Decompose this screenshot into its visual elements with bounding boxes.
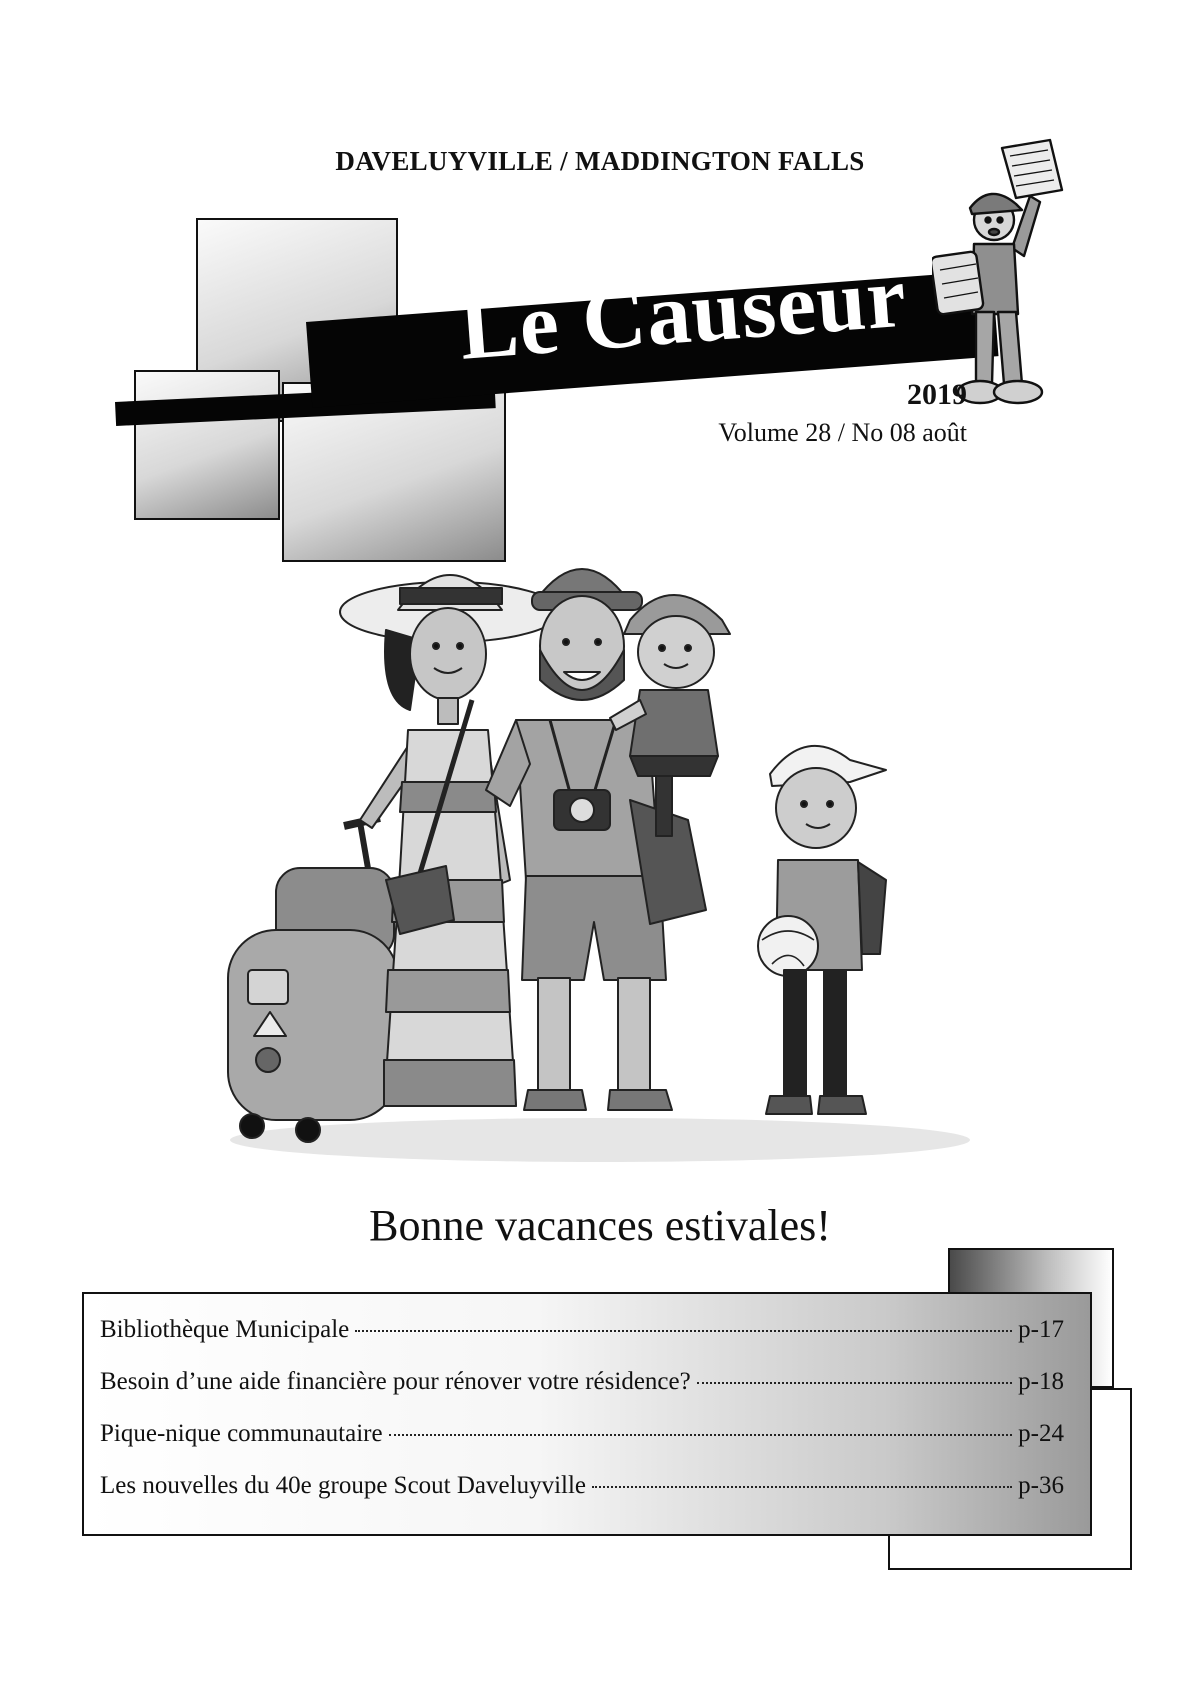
toc-leader bbox=[697, 1382, 1012, 1384]
newsletter-title: Le Causeur bbox=[456, 248, 910, 379]
toc-item-label: Pique-nique communautaire bbox=[100, 1420, 383, 1447]
table-of-contents bbox=[82, 1292, 1092, 1536]
greeting-text: Bonne vacances estivales! bbox=[369, 1201, 831, 1250]
toc-item-page: p-17 bbox=[1018, 1316, 1064, 1343]
toc-leader bbox=[389, 1434, 1013, 1436]
toc-list bbox=[84, 1294, 1090, 1524]
towns-heading: DAVELUYVILLE / MADDINGTON FALLS bbox=[335, 146, 865, 176]
toc-item-label: Bibliothèque Municipale bbox=[100, 1316, 350, 1343]
toc-item[interactable] bbox=[100, 1368, 1064, 1420]
toc-item[interactable] bbox=[100, 1420, 1064, 1472]
toc-item-page: p-36 bbox=[1018, 1472, 1064, 1499]
suitcase-icon bbox=[228, 818, 398, 1142]
issue-volume: Volume 28 / No 08 août bbox=[718, 418, 967, 447]
toc-item-page: p-24 bbox=[1018, 1420, 1064, 1447]
decor-square-left bbox=[134, 370, 280, 520]
toc-leader bbox=[592, 1486, 1012, 1488]
boy-figure bbox=[758, 746, 886, 1114]
toc-leader bbox=[355, 1330, 1012, 1332]
toc-item-label: Besoin d’une aide financière pour rénover votre résidence? bbox=[100, 1368, 691, 1395]
toc-item[interactable] bbox=[100, 1472, 1064, 1524]
toc-item-label: Les nouvelles du 40e groupe Scout Daveluyville bbox=[100, 1472, 586, 1499]
issue-year: 2019 bbox=[907, 378, 967, 411]
toc-item[interactable] bbox=[100, 1316, 1064, 1368]
toc-item-page: p-18 bbox=[1018, 1368, 1064, 1395]
family-vacation-illustration bbox=[210, 550, 990, 1170]
